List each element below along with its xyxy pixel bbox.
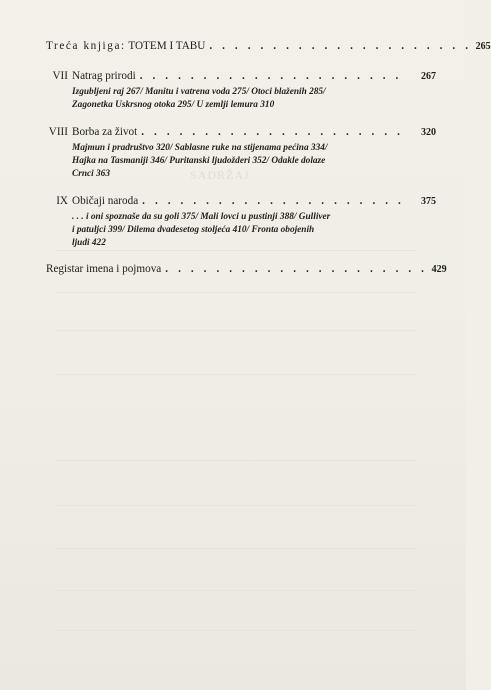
bleed-through-line — [56, 548, 416, 549]
section-line: Hajka na Tasmaniji 346/ Puritanski ljudožderi 352/ Odakle dolaze — [72, 156, 326, 166]
chapter-name: Borba za život — [72, 126, 138, 138]
section-line: Majmun i pradruštvo 320/ Sablasne ruke na stijenama pećina 334/ — [72, 143, 328, 153]
chapter-name: Običaji naroda — [72, 195, 139, 207]
bleed-through-line — [56, 460, 416, 461]
chapter-page-number: 375 — [421, 196, 436, 207]
dot-leader: . . . . . . . . . . . . . . . . . . . . . — [142, 195, 405, 207]
bleed-through-line — [56, 374, 416, 375]
section-line: Crnci 363 — [72, 169, 110, 179]
section-line: Izgubljeni raj 267/ Manitu i vatrena voda 275/ Otoci blaženih 285/ — [72, 87, 326, 97]
bleed-through-line — [56, 330, 416, 331]
bleed-through-line — [56, 505, 416, 506]
dot-leader: . . . . . . . . . . . . . . . . . . . . . — [141, 126, 404, 138]
bleed-through-line — [56, 292, 416, 293]
chapter-title — [44, 126, 137, 138]
bleed-through-line — [56, 590, 416, 591]
chapter-entry-vii[interactable] — [44, 70, 436, 82]
part-page-number: 265 — [475, 41, 491, 52]
part-title — [46, 40, 205, 52]
index-entry[interactable] — [46, 263, 447, 275]
chapter-title — [44, 70, 136, 82]
section-line: ljudi 422 — [72, 238, 106, 248]
dot-leader: . . . . . . . . . . . . . . . . . . . . . — [139, 70, 402, 82]
chapter-number: VIII — [48, 126, 68, 138]
dot-leader: . . . . . . . . . . . . . . . . . . . . . — [209, 40, 472, 52]
chapter-page-number: 267 — [421, 71, 436, 82]
chapter-entry-ix[interactable] — [44, 195, 436, 207]
section-line: . . . i oni spoznaše da su goli 375/ Mali lovci u pustinji 388/ Gulliver — [72, 212, 331, 222]
index-page-number: 429 — [431, 264, 447, 275]
chapter-number: VII — [52, 70, 68, 82]
part-entry[interactable] — [46, 40, 491, 52]
bleed-through-line — [56, 250, 416, 251]
chapter-title — [44, 195, 138, 207]
chapter-sections-viii — [72, 142, 436, 181]
chapter-sections-vii — [72, 86, 436, 112]
chapter-sections-ix — [72, 211, 436, 250]
part-name: TOTEM I TABU — [128, 40, 206, 52]
chapter-entry-viii[interactable] — [44, 126, 436, 138]
section-line: i patuljci 399/ Dilema dvadesetog stoljeća 410/ Fronta obojenih — [72, 225, 315, 235]
bleed-through-line — [56, 630, 416, 631]
dot-leader: . . . . . . . . . . . . . . . . . . . . . — [165, 263, 428, 275]
bleed-through-heading: SADRŽAJ — [190, 168, 250, 182]
chapter-page-number: 320 — [421, 127, 436, 138]
part-label: Treća knjiga: — [46, 40, 126, 52]
chapter-number: IX — [56, 195, 68, 207]
chapter-name: Natrag prirodi — [72, 70, 136, 82]
index-title: Registar imena i pojmova — [46, 263, 162, 275]
section-line: Zagonetka Uskrsnog otoka 295/ U zemlji lemura 310 — [72, 100, 275, 110]
